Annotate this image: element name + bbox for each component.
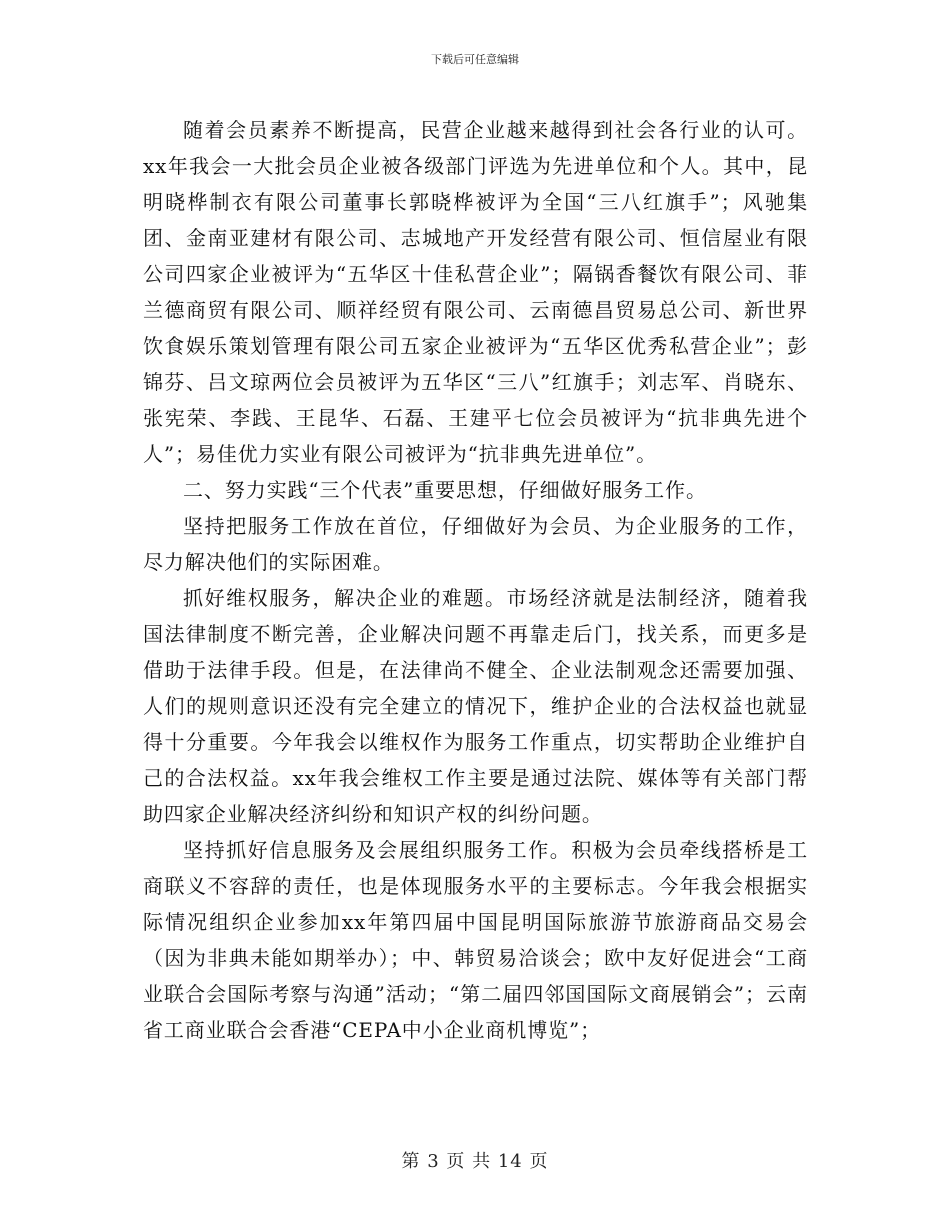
header-note: 下载后可任意编辑	[431, 53, 519, 66]
paragraph-information-exhibition: 坚持抓好信息服务及会展组织服务工作。积极为会员牵线搭桥是工商联义不容辞的责任，也是体现服务水平的主要标志。今年我会根据实际情况组织企业参加xx年第四届中国昆明国际旅游节旅游商品交易会（因为非典未能如期举办）；中、韩贸易洽谈会；欧中友好促进会“工商业联合会国际考察与沟通”活动；“第二届四邻国国际文商展销会”；云南省工商业联合会香港“CEPA中小企业商机博览”；	[143, 838, 808, 1042]
page-number: 第 3 页 共 14 页	[401, 1151, 549, 1172]
page-header	[0, 52, 950, 68]
paragraph-service-first: 坚持把服务工作放在首位，仔细做好为会员、为企业服务的工作，尽力解决他们的实际困难。	[143, 514, 808, 574]
page-footer	[0, 1150, 950, 1174]
paragraph-awards: 随着会员素养不断提高，民营企业越来越得到社会各行业的认可。xx年我会一大批会员企业被各级部门评选为先进单位和个人。其中，昆明晓桦制衣有限公司董事长郭晓桦被评为全国“三八红旗手”；风驰集团、金南亚建材有限公司、志城地产开发经营有限公司、恒信屋业有限公司四家企业被评为“五华区十佳私营企业”；隔锅香餐饮有限公司、菲兰德商贸有限公司、顺祥经贸有限公司、云南德昌贸易总公司、新世界饮食娱乐策划管理有限公司五家企业被评为“五华区优秀私营企业”；彭锦芬、吕文琼两位会员被评为五华区“三八”红旗手；刘志军、肖晓东、张宪荣、李践、王昆华、石磊、王建平七位会员被评为“抗非典先进个人”；易佳优力实业有限公司被评为“抗非典先进单位”。	[143, 118, 808, 466]
document-body	[143, 112, 808, 1048]
paragraph-rights-protection: 抓好维权服务，解决企业的难题。市场经济就是法制经济，随着我国法律制度不断完善，企业解决问题不再靠走后门，找关系，而更多是借助于法律手段。但是，在法律尚不健全、企业法制观念还需要加强、人们的规则意识还没有完全建立的情况下，维护企业的合法权益也就显得十分重要。今年我会以维权作为服务工作重点，切实帮助企业维护自己的合法权益。xx年我会维权工作主要是通过法院、媒体等有关部门帮助四家企业解决经济纠纷和知识产权的纠纷问题。	[143, 586, 808, 826]
section-heading-service: 二、努力实践“三个代表”重要思想，仔细做好服务工作。	[183, 478, 707, 502]
